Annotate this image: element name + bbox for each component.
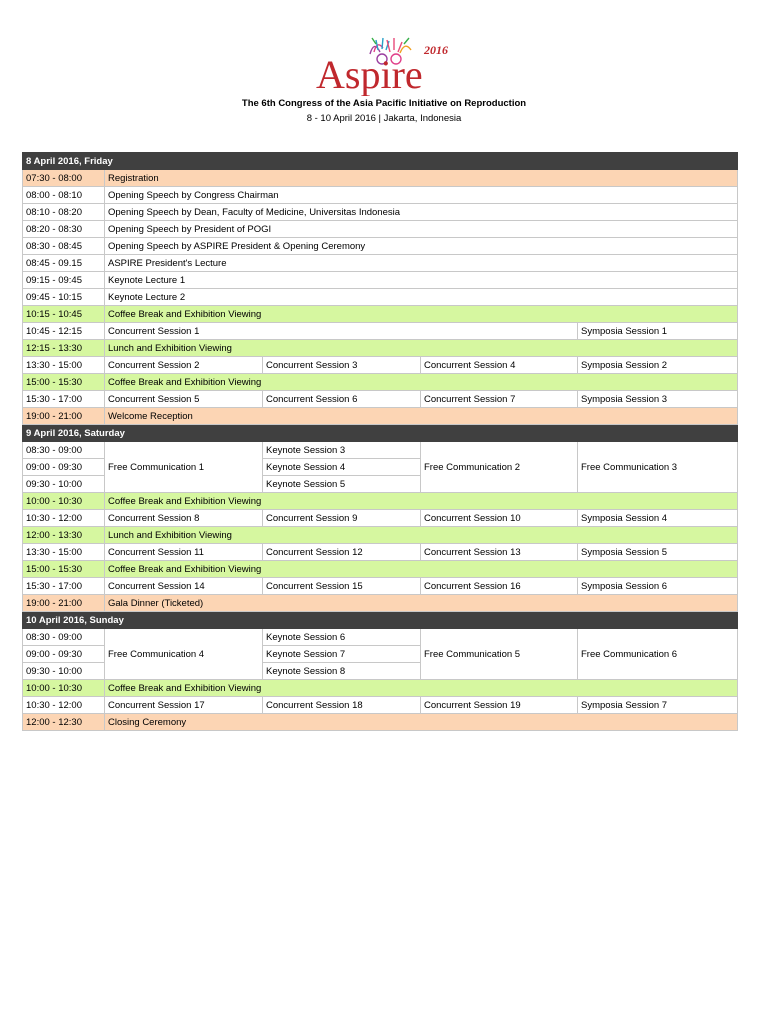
time-cell: 09:15 - 09:45: [23, 272, 105, 289]
event-cell: Welcome Reception: [105, 408, 738, 425]
schedule-row: [23, 340, 738, 357]
congress-dates-location: 8 - 10 April 2016 | Jakarta, Indonesia: [306, 113, 462, 124]
time-cell: 08:30 - 09:00: [23, 629, 105, 646]
symposia-cell: Symposia Session 5: [578, 544, 738, 561]
time-cell: 15:00 - 15:30: [23, 374, 105, 391]
time-cell: 15:30 - 17:00: [23, 578, 105, 595]
time-cell: 10:15 - 10:45: [23, 306, 105, 323]
session-cell: Concurrent Session 1: [105, 323, 578, 340]
time-cell: 12:00 - 12:30: [23, 714, 105, 731]
free-communication-cell: Free Communication 2: [421, 442, 578, 493]
schedule-row: [23, 357, 738, 374]
event-cell: Opening Speech by President of POGI: [105, 221, 738, 238]
time-cell: 09:00 - 09:30: [23, 459, 105, 476]
schedule-row: [23, 374, 738, 391]
schedule-row: [23, 714, 738, 731]
schedule-row: [23, 323, 738, 340]
session-cell: Concurrent Session 17: [105, 697, 263, 714]
time-cell: 08:20 - 08:30: [23, 221, 105, 238]
schedule-row: [23, 544, 738, 561]
schedule-row: [23, 408, 738, 425]
time-cell: 08:45 - 09.15: [23, 255, 105, 272]
free-communication-cell: Free Communication 5: [421, 629, 578, 680]
session-cell: Concurrent Session 13: [421, 544, 578, 561]
schedule-row: [23, 510, 738, 527]
event-cell: Coffee Break and Exhibition Viewing: [105, 561, 738, 578]
schedule-row: [23, 170, 738, 187]
schedule-row: [23, 629, 738, 646]
time-cell: 09:45 - 10:15: [23, 289, 105, 306]
session-cell: Concurrent Session 8: [105, 510, 263, 527]
time-cell: 10:30 - 12:00: [23, 697, 105, 714]
schedule-row: [23, 697, 738, 714]
day-label: 8 April 2016, Friday: [23, 153, 738, 170]
session-cell: Concurrent Session 9: [263, 510, 421, 527]
free-communication-cell: Free Communication 1: [105, 442, 263, 493]
keynote-session-cell: Keynote Session 4: [263, 459, 421, 476]
time-cell: 10:45 - 12:15: [23, 323, 105, 340]
day-label: 10 April 2016, Sunday: [23, 612, 738, 629]
session-cell: Concurrent Session 18: [263, 697, 421, 714]
event-cell: Keynote Lecture 1: [105, 272, 738, 289]
schedule-row: [23, 221, 738, 238]
time-cell: 15:00 - 15:30: [23, 561, 105, 578]
logo-wordmark: Aspire: [316, 52, 423, 96]
event-cell: Gala Dinner (Ticketed): [105, 595, 738, 612]
event-cell: Opening Speech by ASPIRE President & Opening Ceremony: [105, 238, 738, 255]
event-cell: Coffee Break and Exhibition Viewing: [105, 374, 738, 391]
time-cell: 08:10 - 08:20: [23, 204, 105, 221]
keynote-session-cell: Keynote Session 6: [263, 629, 421, 646]
schedule-table: [22, 152, 738, 731]
session-cell: Concurrent Session 19: [421, 697, 578, 714]
schedule-row: [23, 306, 738, 323]
session-cell: Concurrent Session 2: [105, 357, 263, 374]
keynote-session-cell: Keynote Session 3: [263, 442, 421, 459]
time-cell: 09:30 - 10:00: [23, 476, 105, 493]
logo-year: 2016: [424, 43, 448, 57]
schedule-row: [23, 391, 738, 408]
aspire-logo: [312, 26, 462, 96]
session-cell: Concurrent Session 4: [421, 357, 578, 374]
symposia-cell: Symposia Session 3: [578, 391, 738, 408]
session-cell: Concurrent Session 12: [263, 544, 421, 561]
event-cell: Coffee Break and Exhibition Viewing: [105, 306, 738, 323]
schedule-row: [23, 578, 738, 595]
time-cell: 19:00 - 21:00: [23, 595, 105, 612]
schedule-row: [23, 204, 738, 221]
schedule-row: [23, 272, 738, 289]
free-communication-cell: Free Communication 4: [105, 629, 263, 680]
schedule-row: [23, 238, 738, 255]
event-cell: ASPIRE President's Lecture: [105, 255, 738, 272]
keynote-session-cell: Keynote Session 7: [263, 646, 421, 663]
schedule-row: [23, 561, 738, 578]
schedule-row: [23, 527, 738, 544]
congress-title: The 6th Congress of the Asia Pacific Initiative on Reproduction: [241, 98, 527, 109]
symposia-cell: Symposia Session 2: [578, 357, 738, 374]
event-cell: Coffee Break and Exhibition Viewing: [105, 680, 738, 697]
time-cell: 09:30 - 10:00: [23, 663, 105, 680]
keynote-session-cell: Keynote Session 8: [263, 663, 421, 680]
event-cell: Registration: [105, 170, 738, 187]
time-cell: 12:00 - 13:30: [23, 527, 105, 544]
symposia-cell: Symposia Session 7: [578, 697, 738, 714]
session-cell: Concurrent Session 3: [263, 357, 421, 374]
schedule-row: [23, 680, 738, 697]
event-cell: Closing Ceremony: [105, 714, 738, 731]
keynote-session-cell: Keynote Session 5: [263, 476, 421, 493]
time-cell: 08:00 - 08:10: [23, 187, 105, 204]
symposia-cell: Symposia Session 1: [578, 323, 738, 340]
schedule-row: [23, 595, 738, 612]
event-cell: Lunch and Exhibition Viewing: [105, 340, 738, 357]
session-cell: Concurrent Session 15: [263, 578, 421, 595]
session-cell: Concurrent Session 10: [421, 510, 578, 527]
time-cell: 09:00 - 09:30: [23, 646, 105, 663]
schedule-row: [23, 255, 738, 272]
time-cell: 08:30 - 08:45: [23, 238, 105, 255]
session-cell: Concurrent Session 5: [105, 391, 263, 408]
time-cell: 10:00 - 10:30: [23, 493, 105, 510]
schedule-row: [23, 289, 738, 306]
symposia-cell: Symposia Session 6: [578, 578, 738, 595]
day-label: 9 April 2016, Saturday: [23, 425, 738, 442]
session-cell: Concurrent Session 14: [105, 578, 263, 595]
free-communication-cell: Free Communication 3: [578, 442, 738, 493]
event-cell: Coffee Break and Exhibition Viewing: [105, 493, 738, 510]
time-cell: 13:30 - 15:00: [23, 544, 105, 561]
day-header-row: [23, 425, 738, 442]
schedule-row: [23, 187, 738, 204]
time-cell: 10:30 - 12:00: [23, 510, 105, 527]
session-cell: Concurrent Session 6: [263, 391, 421, 408]
free-communication-cell: Free Communication 6: [578, 629, 738, 680]
time-cell: 08:30 - 09:00: [23, 442, 105, 459]
time-cell: 10:00 - 10:30: [23, 680, 105, 697]
time-cell: 12:15 - 13:30: [23, 340, 105, 357]
event-cell: Opening Speech by Dean, Faculty of Medicine, Universitas Indonesia: [105, 204, 738, 221]
time-cell: 13:30 - 15:00: [23, 357, 105, 374]
event-cell: Keynote Lecture 2: [105, 289, 738, 306]
time-cell: 19:00 - 21:00: [23, 408, 105, 425]
time-cell: 15:30 - 17:00: [23, 391, 105, 408]
time-cell: 07:30 - 08:00: [23, 170, 105, 187]
day-header-row: [23, 153, 738, 170]
schedule-row: [23, 493, 738, 510]
event-cell: Opening Speech by Congress Chairman: [105, 187, 738, 204]
symposia-cell: Symposia Session 4: [578, 510, 738, 527]
session-cell: Concurrent Session 11: [105, 544, 263, 561]
session-cell: Concurrent Session 7: [421, 391, 578, 408]
session-cell: Concurrent Session 16: [421, 578, 578, 595]
event-cell: Lunch and Exhibition Viewing: [105, 527, 738, 544]
schedule-row: [23, 442, 738, 459]
day-header-row: [23, 612, 738, 629]
